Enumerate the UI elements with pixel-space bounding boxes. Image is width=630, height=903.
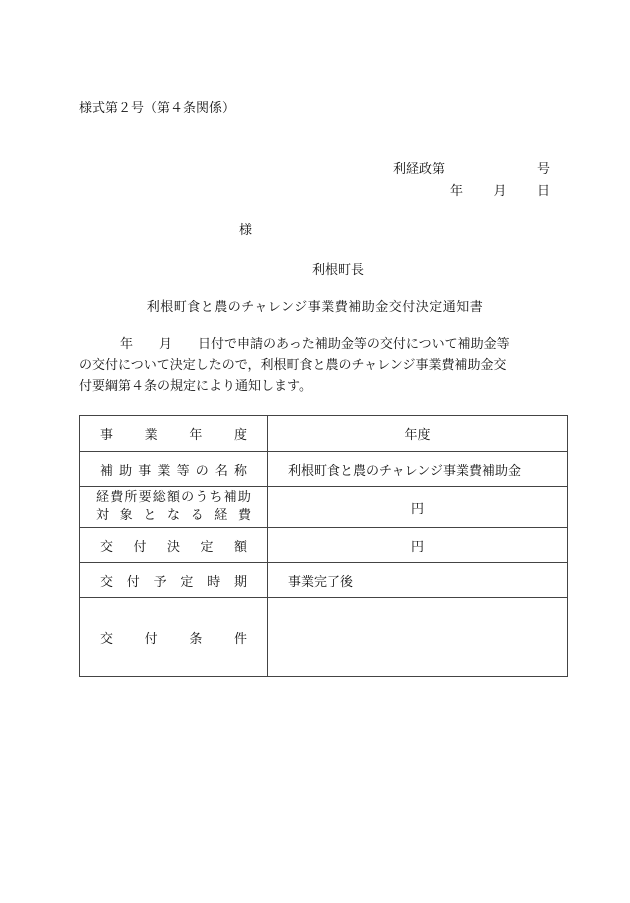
label-char: 度 — [233, 428, 247, 443]
label-char: 所 — [124, 490, 138, 505]
label-char: 称 — [233, 463, 247, 479]
label-char: 要 — [138, 490, 152, 505]
label-char: る — [190, 508, 204, 523]
label-char: 総 — [152, 490, 166, 505]
label-char: 業 — [157, 463, 171, 479]
body-line: 付要綱第４条の規定により通知します。 — [79, 379, 312, 394]
row-label-scheduled-timing — [80, 563, 268, 598]
label-char: 付 — [144, 631, 158, 647]
label-char: 助 — [119, 463, 133, 479]
label-char: 交 — [100, 574, 114, 590]
table-row — [80, 452, 568, 487]
form-label: 様式第２号（第４条関係） — [79, 101, 236, 116]
label-char: 年 — [189, 428, 203, 443]
label-char: う — [195, 490, 209, 505]
label-char: と — [143, 508, 157, 523]
label-char: ち — [209, 490, 223, 505]
label-char: 交 — [100, 631, 114, 647]
row-label-eligible-expenses — [80, 487, 268, 528]
label-char: 費 — [110, 490, 124, 505]
date-month: 月 — [493, 184, 507, 199]
document-title: 利根町食と農のチャレンジ事業費補助金交付決定通知書 — [146, 300, 484, 315]
label-char: 定 — [180, 574, 194, 590]
label-char: 名 — [214, 463, 228, 479]
label-char: 交 — [100, 539, 114, 555]
row-label-decision-amount — [80, 528, 268, 563]
table-row — [80, 598, 568, 677]
row-label-project-name — [80, 452, 268, 487]
row-label-conditions — [80, 598, 268, 677]
label-char: 象 — [119, 508, 133, 523]
row-value-eligible-expenses: 円 — [268, 487, 568, 528]
label-char: 額 — [166, 490, 180, 505]
label-char: 経 — [214, 508, 228, 523]
label-char: 定 — [200, 539, 214, 555]
label-char: 条 — [189, 631, 203, 647]
row-value-fiscal-year: 年度 — [268, 416, 568, 452]
label-char: 事 — [100, 428, 114, 443]
label-char: 助 — [237, 490, 251, 505]
body-text — [79, 334, 551, 397]
table-row — [80, 528, 568, 563]
label-char: の — [195, 463, 209, 479]
document-number — [393, 158, 550, 177]
label-char: 件 — [233, 631, 247, 647]
label-char: 費 — [237, 508, 251, 523]
label-char: 対 — [96, 508, 110, 523]
body-line: 年 月 日付で申請のあった補助金等の交付について補助金等 — [120, 337, 510, 352]
row-value-project-name: 利根町食と農のチャレンジ事業費補助金 — [268, 452, 568, 487]
doc-number-suffix: 号 — [536, 162, 550, 177]
label-char: 等 — [176, 463, 190, 479]
decision-table — [79, 415, 568, 677]
row-value-conditions — [268, 598, 568, 677]
label-char: 付 — [133, 539, 147, 555]
table-row — [80, 416, 568, 452]
date-year: 年 — [450, 184, 464, 199]
table-row — [80, 563, 568, 598]
label-char: 業 — [144, 428, 158, 443]
label-char: 事 — [138, 463, 152, 479]
label-char: 補 — [223, 490, 237, 505]
issuer: 利根町長 — [312, 263, 365, 278]
table-row — [80, 487, 568, 528]
label-char: 予 — [153, 574, 167, 590]
label-char: 決 — [166, 539, 180, 555]
label-char: 経 — [96, 490, 110, 505]
row-value-decision-amount: 円 — [268, 528, 568, 563]
recipient-line: 様 — [239, 223, 253, 238]
document-date — [450, 180, 550, 199]
row-label-fiscal-year — [80, 416, 268, 452]
label-char: 期 — [233, 574, 247, 590]
row-value-scheduled-timing: 事業完了後 — [268, 563, 568, 598]
label-char: な — [166, 508, 180, 523]
body-line: の交付について決定したので，利根町食と農のチャレンジ事業費補助金交 — [79, 358, 507, 373]
label-char: の — [181, 490, 195, 505]
label-char: 補 — [100, 463, 114, 479]
label-char: 時 — [207, 574, 221, 590]
label-char: 額 — [233, 539, 247, 555]
label-char: 付 — [126, 574, 140, 590]
doc-number-prefix: 利経政第 — [393, 162, 446, 177]
date-day: 日 — [536, 184, 550, 199]
